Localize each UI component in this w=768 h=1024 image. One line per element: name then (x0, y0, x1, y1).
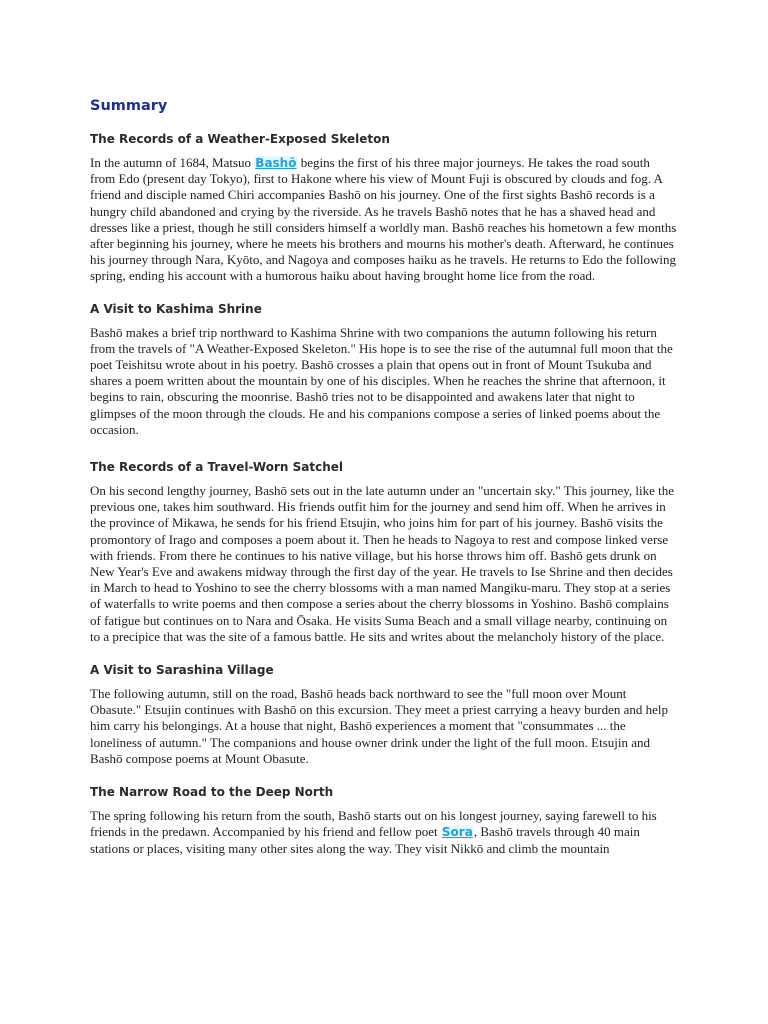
section-heading: The Records of a Weather-Exposed Skeleton (90, 132, 390, 146)
paragraph-text: The spring following his return from the south, Bashō starts out on his longest journey, saying farewell to his friends in the predawn. Accompanied by his friend and fellow poet (90, 808, 657, 840)
document-page (90, 96, 678, 873)
section-heading: A Visit to Sarashina Village (90, 663, 274, 678)
section-heading: The Narrow Road to the Deep North (90, 785, 334, 800)
paragraph-text: , Bashō travels through 40 main stations or places, visiting many other sites along the way. They visit Nikkō and climb the mountain (90, 824, 640, 856)
section-paragraph: Bashō makes a brief trip northward to Kashima Shrine with two companions the autumn following his return from the travels of "A Weather-Exposed Skeleton." His hope is to see the rise of the autumnal full moon that the poet Teishitsu wrote about in his poetry. Bashō crosses a plain that opens out in front of Mount Tsukuba and shares a poem written about the mountain by one of his disciples. When he reaches the shrine that afternoon, it begins to rain, obscuring the moonrise. Bashō tries not to be disappointed and awakens later that night to glimpses of the moon through the clouds. He and his companions compose a series of linked poems about the occasion. (90, 324, 673, 437)
basho-link[interactable]: Bashō (255, 156, 297, 170)
paragraph-text: begins the first of his three major journeys. He takes the road south from Edo (present day Tokyo), first to Hakone where his view of Mount Fuji is obscured by clouds and fog. A friend and disciple named Chiri accompanies Bashō on his journey. One of the first sights Bashō records is a hungry child abandoned and crying by the riverside. As he travels Bashō notes that he has a shaved head and dresses like a priest, though he still considers himself a worldly man. Bashō reaches his hometown a few months after beginning his journey, where he meets his brothers and mourns his mother's death. Afterward, he continues his journey through Nara, Kyōto, and Nagoya and composes haiku as he travels. He returns to Edo the following spring, ending his account with a humorous haiku about having brought home lice from the road. (90, 155, 677, 284)
section-kashima-shrine (90, 301, 678, 438)
section-paragraph: The following autumn, still on the road, Bashō heads back northward to see the "full moon over Mount Obasute." Etsujin continues with Bashō on this excursion. They meet a priest carrying a heavy burden and help him carry his belongings. At a house that night, Bashō experiences a moment that "consummates ... the loneliness of autumn." The companions and house owner drink under the light of the full moon. Etsujin and Bashō compose poems at Mount Obasute. (90, 686, 669, 766)
section-narrow-road (90, 784, 678, 857)
section-weather-exposed-skeleton (90, 131, 678, 285)
section-heading: The Records of a Travel-Worn Satchel (90, 460, 344, 475)
sora-link[interactable]: Sora (441, 825, 473, 840)
section-paragraph (90, 808, 678, 857)
section-sarashina-village (90, 662, 678, 767)
summary-title: Summary (90, 98, 168, 114)
paragraph-text: In the autumn of 1684, Matsuo (90, 155, 255, 170)
section-paragraph (90, 155, 678, 285)
section-travel-worn-satchel (90, 459, 678, 645)
section-heading: A Visit to Kashima Shrine (90, 301, 262, 316)
section-paragraph: On his second lengthy journey, Bashō sets out in the late autumn under an "uncertain sky." This journey, like the previous one, takes him southward. His friends outfit him for the journey and send him off. When he arrives in the province of Mikawa, he sends for his friend Etsujin, who joins him for part of his journey. Bashō visits the promontory of Irago and composes a poem about it. Then he heads to Nagoya to rest and compose linked verse with friends. From there he continues to his native village, but his horse throws him off. Bashō gets drunk on New Year's Eve and awakens midway through the first day of the year. He travels to Ise Shrine and then decides in March to head to Yoshino to see the cherry blossoms with a man named Mangiku-maru. They stop at a series of waterfalls to write poems and then compose a series about the cherry blossoms in Yoshino. Bashō complains of fatigue but continues on to Nara and Ōsaka. He visits Suma Beach and a small village nearby, continuing on to a precipice that was the site of a famous battle. He sits and writes about the melancholy history of the place. (90, 483, 675, 644)
